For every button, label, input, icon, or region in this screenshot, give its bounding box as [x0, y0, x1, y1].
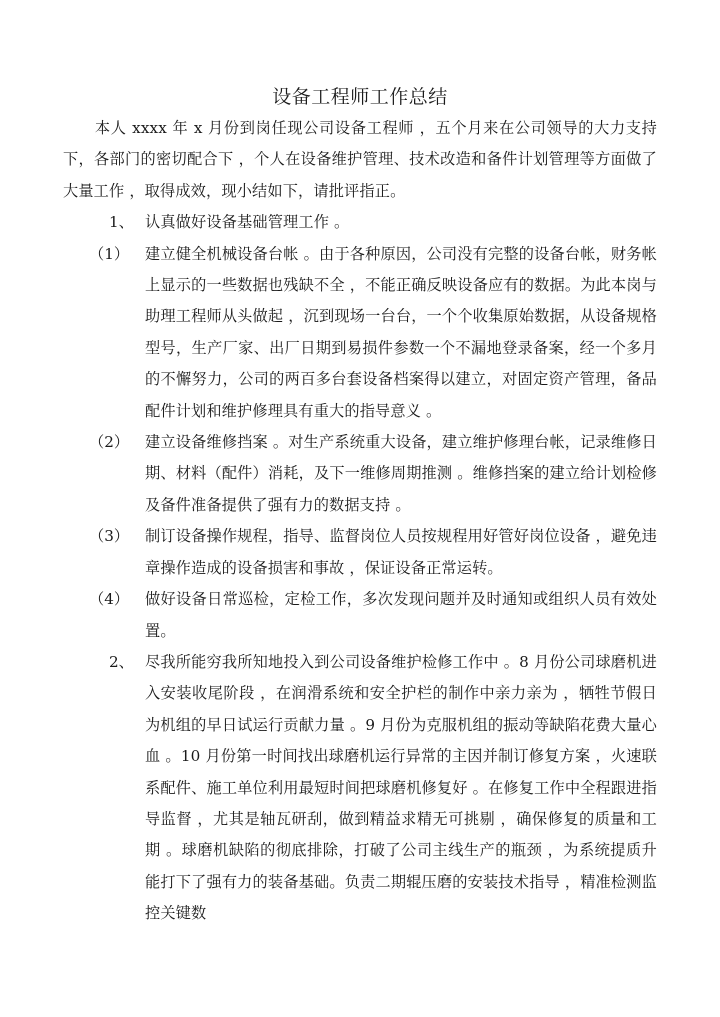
lead-paragraph: 本人 xxxx 年 x 月份到岗任现公司设备工程师 ，五个月来在公司领导的大力支持下，各部门的密切配合下 ，个人在设备维护管理、技术改造和备件计划管理等方面做了大量工作 ，取得成效，现小结如下，请批评指正。 [63, 119, 657, 200]
list-item-1-1 [63, 239, 657, 427]
page-title: 设备工程师工作总结 [272, 85, 448, 108]
list-item-1-4 [63, 584, 657, 647]
list-text-1-2: 建立设备维修挡案 。对生产系统重大设备，建立维护修理台帐，记录维修日期、材料（配件）消耗，及下一维修周期推测 。维修挡案的建立给计划检修及备件准备提供了强有力的数据支持 。 [145, 433, 657, 514]
list-text-1-3: 制订设备操作规程，指导、监督岗位人员按规程用好管好岗位设备 ，避免违章操作造成的设备损害和事故 ，保证设备正常运转。 [145, 527, 657, 577]
list-marker-1-3: （3） [89, 527, 130, 546]
section-marker-2: 2、 [109, 652, 134, 671]
list-marker-1-1: （1） [89, 244, 130, 263]
list-marker-1-2: （2） [89, 433, 130, 452]
list-text-1-1: 建立健全机械设备台帐 。由于各种原因，公司没有完整的设备台帐，财务帐上显示的一些数据也残缺不全 ，不能正确反映设备应有的数据。为此本岗与助理工程师从头做起 ，沉到现场一台台，一个个收集原始数据，从设备规格型号，生产厂家、出厂日期到易损件参数一个不漏地登录备案，经一个多月的不懈努力，公司的两百多台套设备档案得以建立，对固定资产管理，备品配件计划和维护修理具有重大的指导意义 。 [145, 244, 657, 420]
list-item-1-3 [63, 521, 657, 584]
list-text-1-4: 做好设备日常巡检，定检工作，多次发现问题并及时通知或组织人员有效处置。 [145, 590, 657, 640]
list-item-1-2 [63, 427, 657, 521]
list-marker-1-4: （4） [89, 590, 130, 609]
section-marker-1: 1、 [109, 213, 134, 232]
document-body [63, 113, 657, 930]
section-text-2: 尽我所能穷我所知地投入到公司设备维护检修工作中 。8 月份公司球磨机进入安装收尾阶段 ，在润滑系统和安全护栏的制作中亲力亲为 ，牺牲节假日为机组的早日试运行贡献力量 。9 月份为克服机组的振动等缺陷花费大量心血 。10 月份第一时间找出球磨机运行异常的主因并制订修复方案 ，火速联系配件、施工单位利用最短时间把球磨机修复好 。在修复工作中全程跟进指导监督 ，尤其是轴瓦研刮，做到精益求精无可挑剔 ，确保修复的质量和工期 。球磨机缺陷的彻底排除，打破了公司主线生产的瓶颈 ，为系统提质升能打下了强有力的装备基础。负责二期辊压磨的安装技术指导 ，精准检测监控关键数 [145, 652, 657, 923]
section-heading-2 [63, 647, 657, 930]
section-heading-1 [63, 207, 657, 238]
section-text-1: 认真做好设备基础管理工作 。 [145, 213, 350, 232]
